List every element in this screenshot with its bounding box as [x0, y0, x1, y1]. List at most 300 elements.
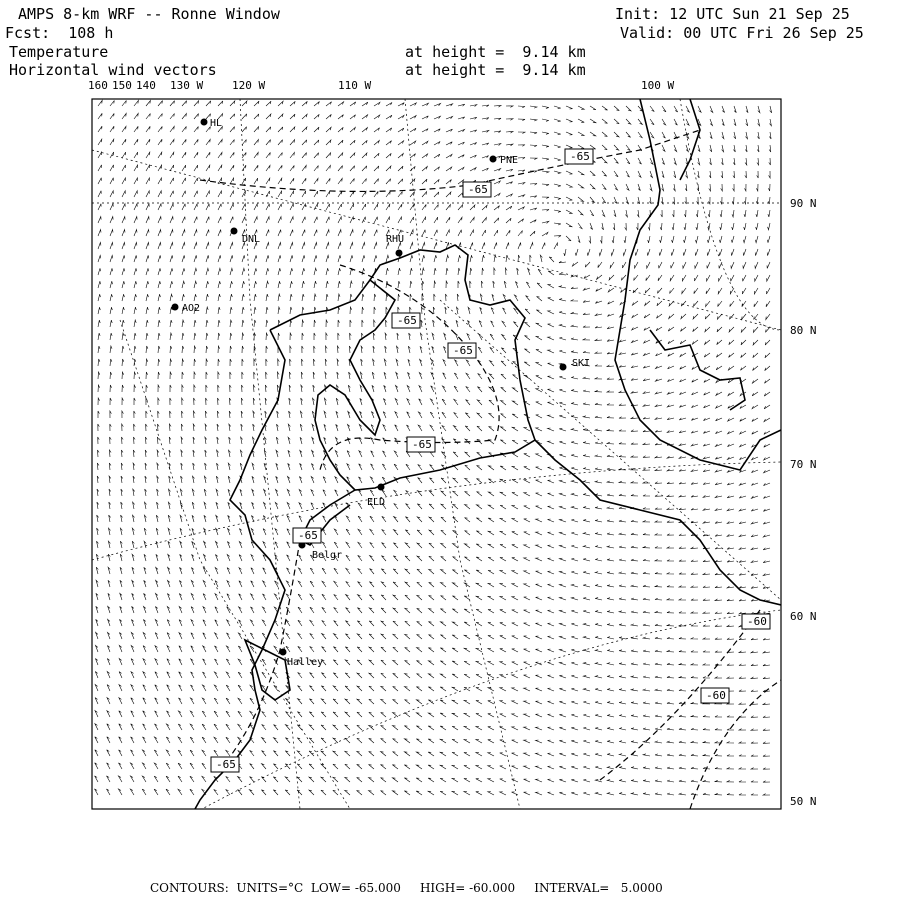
wind-vector — [720, 223, 722, 230]
wind-vector — [643, 728, 650, 730]
wind-vector — [143, 620, 146, 627]
wind-vector — [95, 789, 99, 795]
wind-vector — [745, 171, 747, 178]
wind-vector — [203, 581, 206, 587]
wind-vector — [144, 593, 146, 600]
wind-vector — [381, 726, 386, 731]
wind-vector — [181, 424, 183, 431]
wind-vector — [226, 724, 230, 730]
wind-vector — [670, 288, 674, 294]
wind-vector — [263, 568, 266, 574]
wind-vector — [739, 509, 746, 511]
wind-vector — [359, 464, 362, 470]
wind-vector — [146, 372, 148, 379]
wind-vector — [559, 688, 566, 691]
wind-vector — [374, 153, 379, 158]
wind-vector — [266, 372, 268, 379]
wind-vector — [326, 281, 328, 288]
wind-vector — [583, 585, 590, 588]
wind-vector — [589, 236, 591, 243]
wind-vector — [643, 495, 650, 496]
wind-vector — [158, 152, 162, 158]
wind-vector — [691, 573, 698, 575]
wind-vector — [530, 158, 537, 160]
wind-vector — [302, 255, 305, 262]
wind-vector — [288, 463, 290, 470]
wind-vector — [166, 737, 170, 743]
wind-vector — [218, 152, 222, 158]
wind-vector — [145, 450, 147, 457]
wind-vector — [733, 184, 735, 191]
wind-vector — [655, 572, 662, 574]
field-wind: Horizontal wind vectors — [9, 61, 217, 79]
wind-vector — [536, 310, 542, 314]
wind-vector — [631, 572, 638, 574]
wind-vector — [571, 312, 578, 314]
wind-vector — [405, 634, 410, 639]
wind-vector — [144, 541, 146, 548]
wind-vector — [464, 570, 470, 574]
wind-vector — [763, 755, 770, 757]
wind-vector — [548, 675, 555, 678]
wind-vector — [179, 659, 182, 665]
wind-vector — [446, 205, 450, 210]
svg-text:-60: -60 — [747, 615, 767, 628]
wind-vector — [703, 586, 710, 588]
wind-vector — [240, 502, 242, 509]
wind-vector — [674, 106, 678, 112]
wind-vector — [691, 767, 698, 769]
wind-vector — [607, 741, 614, 743]
wind-vector — [194, 294, 196, 301]
wind-vector — [350, 281, 352, 288]
wind-vector — [691, 651, 698, 653]
wind-vector — [607, 572, 614, 574]
wind-vector — [655, 430, 662, 432]
wind-vector — [323, 516, 326, 522]
wind-vector — [715, 534, 722, 536]
station-ski — [560, 358, 591, 371]
wind-vector — [158, 385, 160, 392]
wind-vector — [488, 583, 494, 587]
wind-vector — [194, 333, 196, 340]
wind-vector — [727, 793, 734, 795]
wind-vector — [524, 467, 530, 470]
wind-vector — [488, 766, 494, 769]
wind-vector — [720, 197, 722, 204]
wind-vector — [524, 688, 530, 691]
wind-vector — [229, 424, 231, 431]
wind-vector — [158, 320, 160, 327]
wind-vector — [703, 728, 710, 730]
wind-vector — [290, 217, 293, 223]
wind-vector — [95, 776, 98, 782]
wind-vector — [696, 210, 698, 217]
wind-vector — [290, 191, 294, 197]
wind-vector — [169, 476, 171, 483]
wind-vector — [182, 114, 186, 119]
wind-vector — [453, 439, 458, 444]
wind-vector — [179, 633, 182, 639]
wind-vector — [524, 792, 530, 795]
wind-vector — [566, 197, 572, 200]
wind-vector — [384, 359, 386, 366]
wind-vector — [583, 546, 590, 549]
wind-vector — [110, 359, 112, 366]
wind-vector — [298, 699, 303, 704]
wind-vector — [121, 515, 123, 522]
wind-vector — [554, 171, 561, 174]
wind-vector — [583, 779, 590, 782]
wind-vector — [595, 455, 602, 457]
wind-vector — [146, 333, 148, 340]
wind-vector — [407, 386, 410, 392]
station-pne — [490, 155, 519, 166]
wind-vector — [566, 210, 572, 213]
wind-vector — [481, 281, 483, 288]
wind-vector — [322, 581, 326, 587]
wind-vector — [549, 257, 554, 262]
wind-vector — [122, 152, 126, 158]
wind-vector — [143, 737, 147, 743]
wind-vector — [691, 780, 698, 782]
wind-vector — [524, 532, 530, 535]
wind-vector — [179, 672, 182, 678]
wind-vector — [548, 415, 555, 418]
wind-vector — [410, 103, 416, 106]
wind-vector — [571, 532, 578, 535]
wind-vector — [674, 145, 677, 152]
wind-vector — [326, 140, 331, 145]
wind-vector — [144, 528, 146, 535]
wind-vector — [429, 609, 434, 613]
wind-vector — [559, 779, 566, 782]
wind-vector — [571, 468, 578, 471]
wind-vector — [500, 714, 506, 717]
wind-vector — [506, 218, 511, 223]
wind-vector — [262, 738, 266, 743]
wind-vector — [503, 308, 507, 314]
wind-vector — [250, 620, 254, 626]
wind-vector — [756, 210, 758, 217]
wind-vector — [607, 533, 614, 535]
wind-vector — [182, 126, 186, 132]
wind-vector — [607, 327, 614, 329]
wind-vector — [548, 285, 554, 288]
wind-vector — [429, 491, 434, 496]
wind-vector — [312, 437, 314, 444]
wind-vector — [679, 612, 686, 614]
wind-vector — [98, 165, 102, 171]
wind-vector — [680, 353, 686, 357]
wind-vector — [631, 676, 638, 678]
wind-vector — [218, 165, 222, 171]
wind-vector — [501, 387, 506, 392]
wind-vector — [288, 424, 290, 431]
wind-vector — [548, 792, 555, 795]
wind-vector — [571, 455, 578, 458]
wind-vector — [275, 581, 279, 587]
wind-vector — [524, 714, 530, 717]
wind-vector — [548, 727, 555, 730]
wind-vector — [218, 398, 220, 405]
wind-vector — [98, 191, 101, 197]
wind-vector — [321, 751, 326, 756]
wind-vector — [214, 724, 218, 730]
wind-vector — [107, 685, 110, 691]
wind-vector — [242, 333, 244, 340]
wind-vector — [98, 346, 100, 353]
wind-vector — [289, 385, 291, 392]
wind-vector — [386, 115, 392, 119]
wind-vector — [715, 457, 722, 459]
wind-vector — [350, 191, 354, 197]
wind-vector — [441, 491, 446, 496]
wind-vector — [393, 595, 398, 600]
wind-vector — [278, 333, 280, 340]
wind-vector — [705, 327, 710, 332]
wind-vector — [667, 598, 674, 600]
wind-vector — [119, 711, 122, 717]
wind-vector — [386, 166, 391, 171]
wind-vector — [226, 646, 230, 652]
wind-vector — [167, 672, 170, 678]
wind-vector — [548, 571, 555, 574]
wind-vector — [536, 376, 542, 379]
wind-vector — [120, 554, 122, 561]
wind-vector — [324, 398, 326, 405]
wind-vector — [446, 268, 448, 275]
wind-vector — [703, 431, 710, 433]
wind-vector — [715, 716, 722, 718]
wind-vector — [227, 555, 230, 561]
wind-vector — [179, 646, 182, 652]
wind-vector — [502, 335, 506, 340]
wind-vector — [631, 585, 638, 587]
wind-vector — [119, 659, 122, 665]
wind-vector — [739, 586, 746, 588]
wind-vector — [358, 569, 362, 575]
wind-vector — [559, 610, 566, 613]
wind-vector — [619, 585, 626, 587]
wind-vector — [266, 230, 269, 237]
wind-vector — [155, 646, 158, 652]
wind-vector — [464, 583, 470, 587]
wind-vector — [314, 127, 319, 132]
wind-vector — [350, 204, 354, 210]
wind-vector — [405, 648, 410, 653]
wind-vector — [335, 477, 338, 483]
wind-vector — [131, 620, 134, 627]
wind-vector — [417, 635, 422, 640]
wind-vector — [465, 492, 470, 497]
wind-vector — [110, 385, 112, 392]
wind-vector — [359, 425, 362, 432]
wind-vector — [728, 418, 734, 421]
wind-vector — [660, 223, 662, 230]
wind-vector — [168, 581, 171, 588]
wind-vector — [566, 145, 572, 148]
wind-vector — [96, 567, 98, 574]
wind-vector — [763, 781, 770, 783]
wind-vector — [278, 114, 283, 119]
wind-vector — [251, 529, 254, 535]
wind-vector — [302, 165, 306, 171]
wind-vector — [691, 676, 698, 678]
wind-vector — [494, 230, 498, 236]
wind-vector — [428, 739, 434, 743]
wind-vector — [122, 359, 124, 366]
wind-vector — [357, 686, 362, 691]
wind-vector — [583, 468, 590, 470]
wind-vector — [559, 312, 566, 315]
wind-vector — [215, 594, 218, 600]
wind-vector — [434, 179, 439, 184]
wind-vector — [722, 119, 724, 126]
wind-vector — [662, 132, 665, 138]
wind-vector — [142, 776, 146, 782]
wind-vector — [637, 210, 639, 217]
wind-vector — [515, 282, 518, 289]
wind-vector — [667, 573, 674, 575]
wind-vector — [571, 300, 578, 302]
wind-vector — [635, 249, 638, 256]
wind-vector — [491, 308, 494, 314]
wind-vector — [657, 301, 662, 306]
wind-vector — [336, 438, 339, 445]
wind-vector — [536, 415, 542, 418]
wind-vector — [386, 128, 392, 132]
wind-vector — [631, 650, 638, 652]
wind-vector — [583, 611, 590, 614]
wind-vector — [179, 698, 183, 704]
wind-vector — [480, 307, 482, 314]
wind-vector — [194, 114, 199, 119]
wind-vector — [405, 517, 410, 522]
wind-vector — [619, 715, 626, 717]
wind-vector — [536, 610, 542, 613]
wind-vector — [470, 105, 477, 107]
wind-vector — [358, 503, 362, 509]
wind-vector — [703, 534, 710, 536]
wind-vector — [607, 637, 614, 639]
wind-vector — [703, 521, 710, 523]
wind-vector — [506, 206, 512, 210]
wind-vector — [590, 106, 596, 110]
wind-vector — [322, 607, 326, 613]
wind-vector — [143, 698, 146, 704]
wind-vector — [571, 753, 578, 756]
wind-vector — [170, 101, 175, 106]
map-title: AMPS 8-km WRF -- Ronne Window — [18, 5, 280, 23]
wind-vector — [238, 685, 242, 691]
wind-vector — [571, 792, 578, 795]
wind-vector — [655, 559, 662, 561]
wind-vector — [607, 365, 614, 367]
wind-vector — [417, 661, 423, 665]
wind-vector — [428, 713, 434, 717]
wind-vector — [393, 700, 398, 705]
wind-vector — [440, 791, 446, 795]
wind-vector — [621, 275, 626, 280]
wind-vector — [506, 144, 513, 146]
wind-vector — [288, 437, 290, 444]
wind-vector — [146, 191, 149, 197]
wind-vector — [287, 490, 290, 497]
wind-vector — [134, 152, 138, 158]
wind-vector — [492, 294, 494, 301]
svg-text:-65: -65 — [216, 758, 236, 771]
wind-vector — [768, 184, 770, 191]
wind-vector — [131, 646, 134, 652]
wind-vector — [110, 268, 113, 275]
wind-vector — [739, 599, 746, 601]
wind-vector — [326, 191, 330, 197]
wind-vector — [684, 223, 686, 230]
wind-vector — [360, 398, 362, 405]
graticule — [92, 99, 781, 810]
wind-vector — [168, 502, 170, 509]
wind-vector — [374, 115, 380, 119]
wind-vector — [166, 789, 170, 795]
wind-vector — [458, 155, 464, 158]
wind-vector — [626, 106, 631, 111]
station-hl — [201, 118, 223, 129]
wind-vector — [286, 581, 290, 587]
wind-vector — [703, 612, 710, 614]
wind-vector — [333, 673, 338, 678]
wind-vector — [695, 249, 698, 256]
wind-vector — [226, 777, 230, 783]
wind-vector — [488, 649, 494, 652]
wind-vector — [133, 450, 135, 457]
wind-vector — [720, 236, 723, 243]
wind-vector — [446, 192, 451, 197]
wind-vector — [131, 737, 134, 743]
wind-vector — [254, 114, 259, 119]
wind-vector — [386, 294, 388, 301]
wind-vector — [417, 582, 422, 587]
wind-vector — [408, 346, 410, 353]
wind-vector — [398, 268, 400, 275]
wind-vector — [253, 398, 255, 405]
wind-vector — [727, 560, 734, 562]
wind-vector — [242, 359, 243, 366]
wind-vector — [489, 413, 494, 418]
wind-vector — [524, 727, 530, 730]
wind-vector — [488, 753, 494, 756]
wind-vector — [290, 320, 292, 327]
lon-label-160: 160 — [88, 79, 108, 92]
wind-vector — [107, 659, 110, 666]
wind-vector — [727, 638, 734, 640]
wind-vector — [429, 635, 435, 639]
wind-vector — [253, 437, 255, 444]
wind-vector — [405, 543, 410, 548]
wind-vector — [134, 372, 136, 379]
wind-vector — [286, 620, 290, 626]
wind-vector — [752, 457, 758, 460]
wind-vector — [452, 570, 458, 574]
wind-vector — [559, 493, 566, 496]
wind-vector — [398, 103, 404, 106]
wind-vector — [673, 210, 675, 217]
wind-vector — [323, 490, 326, 496]
wind-vector — [381, 699, 386, 704]
wind-vector — [96, 632, 98, 639]
wind-vector — [266, 127, 271, 132]
wind-vector — [476, 661, 482, 665]
